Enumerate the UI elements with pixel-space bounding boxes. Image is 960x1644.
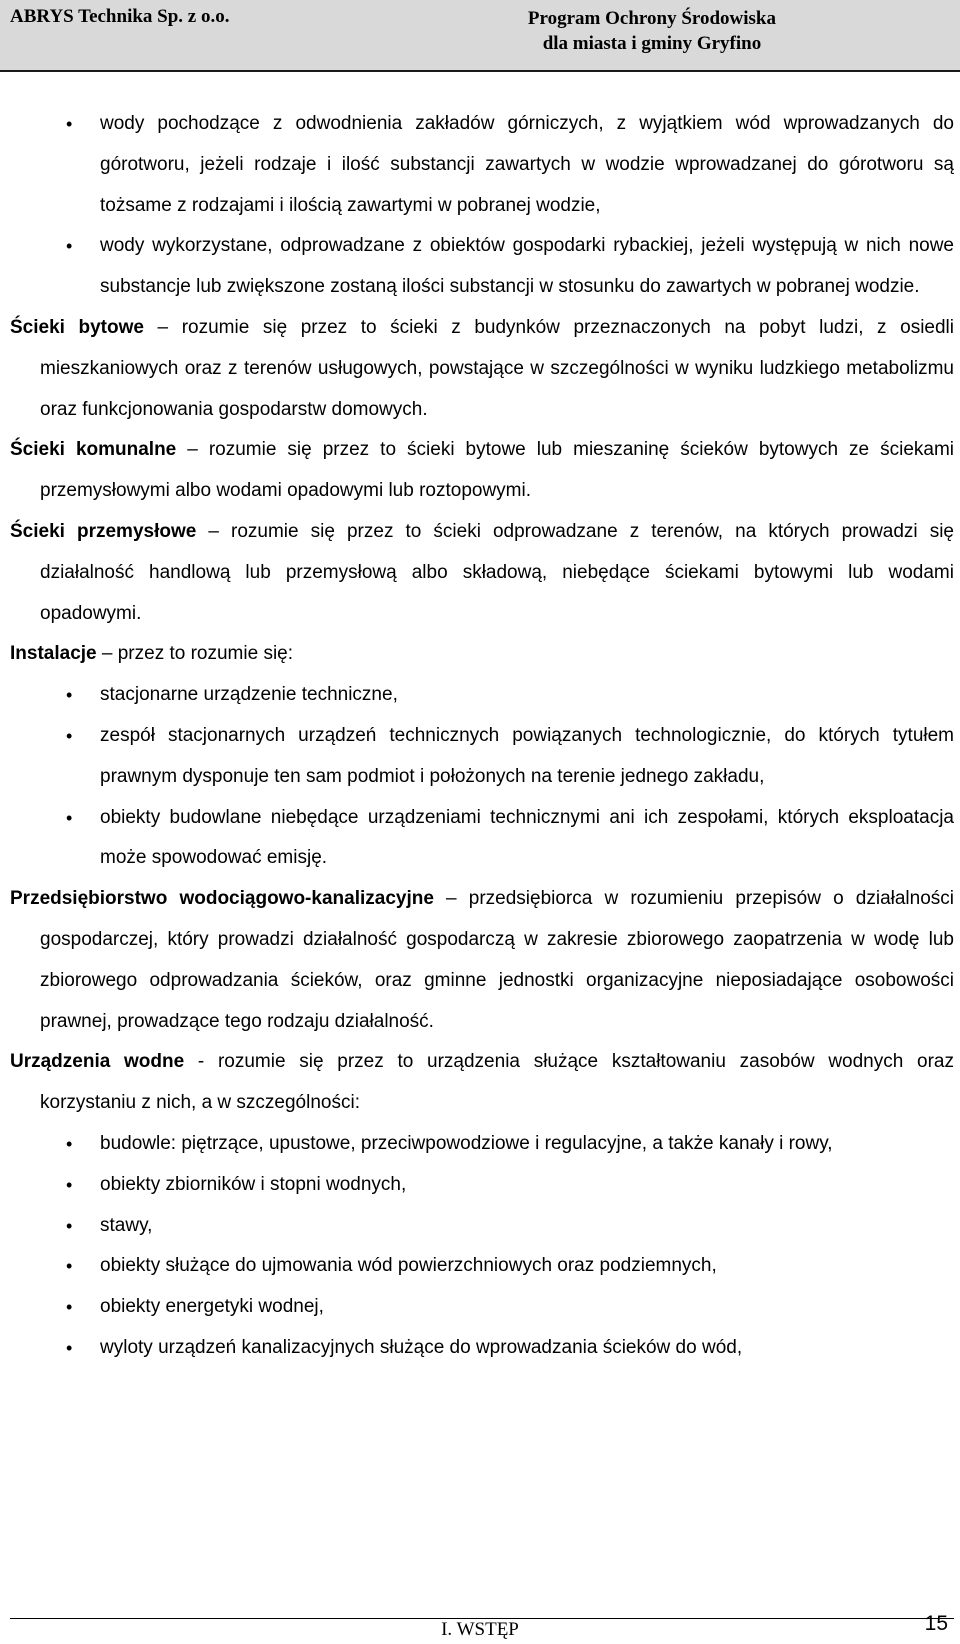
bullet-icon: • xyxy=(66,1133,73,1154)
definition-text: – rozumie się przez to ścieki odprowadzane z terenów, na których prowadzi się działalność handlową lub przemysłową albo składową, niebędące ściekami bytowymi lub wodami opadowymi. xyxy=(40,520,955,624)
definition-instalacje xyxy=(10,634,954,675)
list-item: • obiekty energetyki wodnej, xyxy=(10,1287,954,1328)
definition-scieki-przemyslowe xyxy=(10,512,954,634)
list-item: • wody wykorzystane, odprowadzane z obiektów gospodarki rybackiej, jeżeli występują w nich nowe substancje lub zwiększone zostaną ilości substancji w stosunku do zawartych w pobranej wodzie. xyxy=(10,226,954,308)
list-item: • obiekty zbiorników i stopni wodnych, xyxy=(10,1165,954,1206)
list-item: • obiekty służące do ujmowania wód powierzchniowych oraz podziemnych, xyxy=(10,1246,954,1287)
bullet-icon: • xyxy=(66,725,73,746)
definition-term: Przedsiębiorstwo wodociągowo-kanalizacyjne xyxy=(10,888,434,910)
list-item: • zespół stacjonarnych urządzeń technicznych powiązanych technologicznie, do których tytułem prawnym dysponuje ten sam podmiot i położonych na terenie jednego zakładu, xyxy=(10,716,954,798)
definition-scieki-komunalne xyxy=(10,430,954,512)
bullet-icon: • xyxy=(66,685,73,706)
bullet-icon: • xyxy=(66,1297,73,1318)
definition-term: Urządzenia wodne xyxy=(10,1051,185,1073)
page-header xyxy=(0,0,960,72)
definition-term: Ścieki przemysłowe xyxy=(10,520,197,542)
bullet-icon: • xyxy=(66,1256,73,1277)
bullet-icon: • xyxy=(66,236,73,257)
bullet-icon: • xyxy=(66,807,73,828)
company-name: ABRYS Technika Sp. z o.o. xyxy=(10,6,230,27)
list-item: • stacjonarne urządzenie techniczne, xyxy=(10,675,954,716)
program-title xyxy=(528,6,776,56)
program-title-line2: dla miasta i gminy Gryfino xyxy=(542,33,762,54)
definition-urzadzenia-wodne xyxy=(10,1042,954,1124)
footer-section-title: I. WSTĘP xyxy=(441,1619,519,1640)
definition-text: – przedsiębiorca w rozumieniu przepisów o działalności gospodarczej, który prowadzi działalność gospodarczą w zakresie zbiorowego zaopatrzenia w wodę lub zbiorowego odprowadzania ścieków, oraz gminne jednostki organizacyjne nieposiadające osobowości prawnej, prowadzące tego rodzaju działalność. xyxy=(40,888,954,1032)
list-item: • stawy, xyxy=(10,1206,954,1247)
list-item: • wody pochodzące z odwodnienia zakładów górniczych, z wyjątkiem wód wprowadzanych do górotworu, jeżeli rodzaje i ilość substancji zawartych w wodzie wprowadzanej do górotworu są tożsame z rodzajami i ilością zawartymi w pobranej wodzie, xyxy=(10,104,954,226)
document-body xyxy=(10,104,954,1369)
definition-term: Instalacje xyxy=(10,643,97,665)
definition-przedsiebiorstwo xyxy=(10,879,954,1042)
list-item: • wyloty urządzeń kanalizacyjnych służące do wprowadzania ścieków do wód, xyxy=(10,1328,954,1369)
definition-text: - rozumie się przez to urządzenia służące kształtowaniu zasobów wodnych oraz korzystaniu z nich, a w szczególności: xyxy=(40,1051,955,1114)
definition-text: – przez to rozumie się: xyxy=(96,643,294,665)
program-title-line1: Program Ochrony Środowiska xyxy=(527,8,776,29)
bullet-icon: • xyxy=(66,1337,73,1358)
bullet-icon: • xyxy=(66,114,73,134)
bullet-icon: • xyxy=(66,1174,73,1195)
definition-scieki-bytowe xyxy=(10,308,954,430)
bullet-icon: • xyxy=(66,1215,73,1236)
list-item: • budowle: piętrzące, upustowe, przeciwpowodziowe i regulacyjne, a także kanały i rowy, xyxy=(10,1124,954,1165)
definition-text: – rozumie się przez to ścieki bytowe lub mieszaninę ścieków bytowych ze ściekami przemysłowymi albo wodami opadowymi lub roztopowymi. xyxy=(40,439,955,502)
page-number: 15 xyxy=(924,1612,948,1635)
definition-term: Ścieki komunalne xyxy=(10,439,177,461)
list-item: • obiekty budowlane niebędące urządzeniami technicznymi ani ich zespołami, których eksploatacja może spowodować emisję. xyxy=(10,798,954,880)
definition-text: – rozumie się przez to ścieki z budynków przeznaczonych na pobyt ludzi, z osiedli mieszkaniowych oraz z terenów usługowych, powstające w szczególności w wyniku ludzkiego metabolizmu oraz funkcjonowania gospodarstw domowych. xyxy=(40,316,954,420)
definition-term: Ścieki bytowe xyxy=(10,316,144,338)
